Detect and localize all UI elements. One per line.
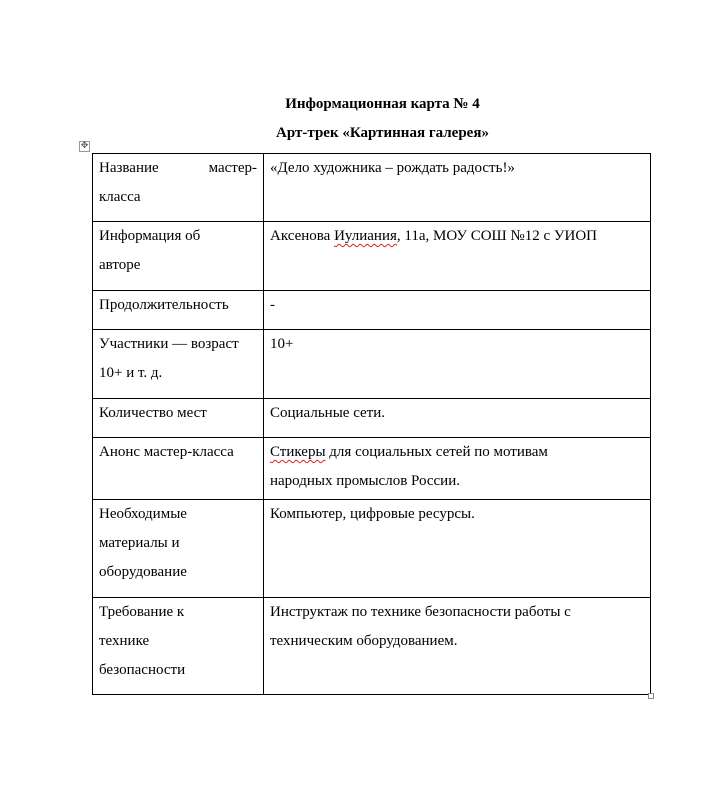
label-line: Продолжительность bbox=[99, 297, 229, 313]
label-line: 10+ и т. д. bbox=[99, 365, 163, 381]
table-cell-value bbox=[264, 438, 651, 500]
table-cell-label bbox=[93, 598, 264, 695]
value-text: , 11а, МОУ СОШ №12 с УИОП bbox=[396, 228, 597, 244]
table-cell-label bbox=[93, 291, 264, 330]
table-cell-label bbox=[93, 438, 264, 500]
table-cell-value bbox=[264, 399, 651, 438]
table-row bbox=[93, 500, 651, 598]
table-row bbox=[93, 438, 651, 500]
value-line bbox=[270, 438, 644, 467]
spellcheck-marked-word: Иулиания bbox=[334, 228, 397, 244]
table-row bbox=[93, 154, 651, 222]
table-cell-label bbox=[93, 330, 264, 399]
table-cell-value bbox=[264, 154, 651, 222]
table-cell-value bbox=[264, 222, 651, 291]
value-line: Компьютер, цифровые ресурсы. bbox=[270, 506, 475, 522]
value-text: Аксенова bbox=[270, 228, 335, 244]
table-row bbox=[93, 330, 651, 399]
table-cell-label bbox=[93, 399, 264, 438]
label-line: технике bbox=[99, 633, 150, 649]
table-cell-label bbox=[93, 154, 264, 222]
value-line: - bbox=[270, 297, 275, 313]
spellcheck-marked-word: Стикеры bbox=[270, 444, 326, 460]
table-cell-label bbox=[93, 500, 264, 598]
table-row bbox=[93, 291, 651, 330]
table-cell-value bbox=[264, 598, 651, 695]
table-row bbox=[93, 399, 651, 438]
label-line: оборудование bbox=[99, 564, 187, 580]
table-cell-value bbox=[264, 291, 651, 330]
value-line: народных промыслов России. bbox=[270, 473, 460, 489]
label-line: Анонс мастер-класса bbox=[99, 444, 234, 460]
value-line: техническим оборудованием. bbox=[270, 633, 458, 649]
label-line: Информация об bbox=[99, 228, 201, 244]
table-resize-handle-icon[interactable] bbox=[648, 693, 654, 699]
table-cell-value bbox=[264, 500, 651, 598]
label-line: безопасности bbox=[99, 662, 186, 678]
value-line: Социальные сети. bbox=[270, 405, 386, 421]
label-word: мастер- bbox=[208, 160, 257, 176]
table-row bbox=[93, 598, 651, 695]
document-subtitle: Арт-трек «Картинная галерея» bbox=[276, 125, 489, 141]
label-line: класса bbox=[99, 189, 141, 205]
label-line: авторе bbox=[99, 257, 141, 273]
label-line: Требование к bbox=[99, 604, 185, 620]
label-line: Количество мест bbox=[99, 405, 207, 421]
table-move-handle-icon[interactable]: ✥ bbox=[80, 141, 89, 151]
value-line bbox=[270, 222, 644, 251]
info-card-table bbox=[92, 153, 651, 695]
table-row bbox=[93, 222, 651, 291]
table-cell-label bbox=[93, 222, 264, 291]
value-text: для социальных сетей по мотивам bbox=[325, 444, 548, 460]
value-line: 10+ bbox=[270, 336, 294, 352]
label-line: Участники — возраст bbox=[99, 336, 239, 352]
table-cell-value bbox=[264, 330, 651, 399]
label-line: Необходимые bbox=[99, 506, 187, 522]
value-line: «Дело художника – рождать радость!» bbox=[270, 160, 515, 176]
document-title: Информационная карта № 4 bbox=[285, 96, 480, 112]
label-line: материалы и bbox=[99, 535, 180, 551]
label-word: Название bbox=[99, 160, 159, 176]
label-line bbox=[99, 154, 257, 183]
value-line: Инструктаж по технике безопасности работы с bbox=[270, 604, 571, 620]
